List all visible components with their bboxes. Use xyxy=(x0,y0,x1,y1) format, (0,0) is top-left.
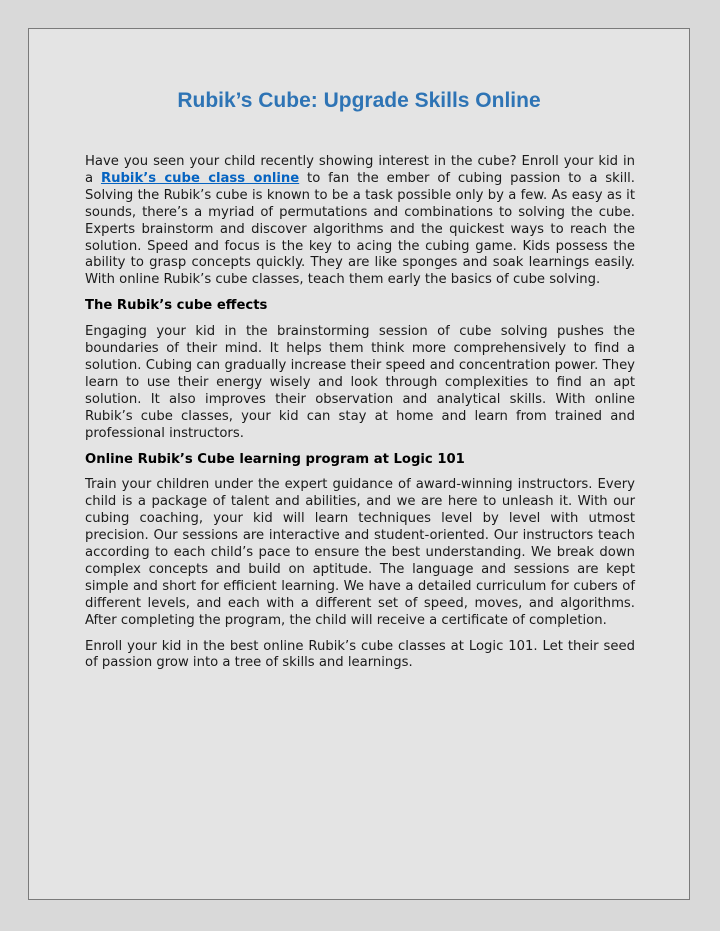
intro-text-before-link: Have you seen your child recently showing interest in the cube? Enroll your kid in a xyxy=(85,154,635,186)
intro-paragraph xyxy=(85,154,635,289)
intro-text-after-link: to fan the ember of cubing passion to a skill. Solving the Rubik’s cube is known to be a task possible only by a few. As easy as it sounds, there’s a myriad of permutations and combinations to solving the cube. Experts brainstorm and discover algorithms and the quickest ways to reach the solution. Speed and focus is the key to acing the cubing game. Kids possess the ability to grasp concepts quickly. They are like sponges and soak learnings easily. With online Rubik’s cube classes, teach them early the basics of cube solving. xyxy=(85,170,635,288)
learning-program-paragraph: Train your children under the expert guidance of award-winning instructors. Every child is a package of talent and abilities, and we are here to unleash it. With our cubing coaching, your kid will learn techniques level by level with utmost precision. Our sessions are interactive and student-oriented. Our instructors teach according to each child’s pace to ensure the best understanding. We break down complex concepts and build on aptitude. The language and sessions are kept simple and short for efficient learning. We have a detailed curriculum for cubers of different levels, and each with a different set of speed, moves, and algorithms. After completing the program, the child will receive a certificate of completion. xyxy=(85,477,635,628)
rubiks-cube-class-link[interactable]: Rubik’s cube class online xyxy=(100,170,300,186)
page-title: Rubik’s Cube: Upgrade Skills Online xyxy=(177,89,541,112)
closing-paragraph: Enroll your kid in the best online Rubik’s cube classes at Logic 101. Let their seed of passion grow into a tree of skills and learnings. xyxy=(85,638,635,671)
cube-effects-paragraph: Engaging your kid in the brainstorming session of cube solving pushes the boundaries of their mind. It helps them think more comprehensively to find a solution. Cubing can gradually increase their speed and concentration power. They learn to use their energy wisely and look through complexities to find an apt solution. It also improves their observation and analytical skills. With online Rubik’s cube classes, your kid can stay at home and learn from trained and professional instructors. xyxy=(85,324,635,441)
section-heading-cube-effects: The Rubik’s cube effects xyxy=(85,298,268,314)
document-body xyxy=(85,154,635,681)
document-page xyxy=(28,28,690,900)
section-heading-learning-program: Online Rubik’s Cube learning program at Logic 101 xyxy=(85,451,465,467)
